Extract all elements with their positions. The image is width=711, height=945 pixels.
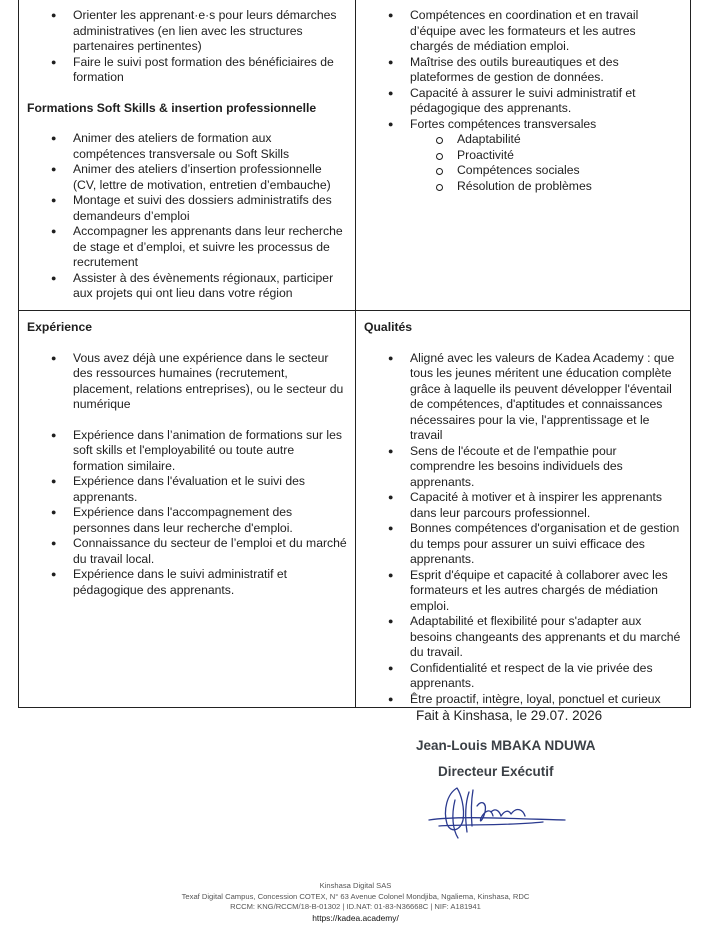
list-item: ● Expérience dans le suivi administratif et pédagogique des apprenants. xyxy=(73,567,347,598)
list-item: ● Être proactif, intègre, loyal, ponctuel et curieux xyxy=(410,692,682,708)
website-link[interactable]: https://kadea.academy/ xyxy=(312,912,399,923)
skills-bullet-list xyxy=(364,8,682,194)
list-item: ● Confidentialité et respect de la vie privée des apprenants. xyxy=(410,661,682,692)
list-item: ● Accompagner les apprenants dans leur recherche de stage et d’emploi, et suivre les processus de recrutement xyxy=(73,224,347,271)
list-item: ● Maîtrise des outils bureautiques et des plateformes de gestion de données. xyxy=(410,55,682,86)
list-item: ● Assister à des évènements régionaux, participer aux projets qui ont lieu dans votre région xyxy=(73,271,347,302)
signatory-name: Jean-Louis MBAKA NDUWA xyxy=(416,738,596,753)
sub-list-item: Résolution de problèmes xyxy=(457,179,682,195)
list-item-label: Fortes compétences transversales xyxy=(410,116,597,131)
list-item: ● Montage et suivi des dossiers administratifs des demandeurs d’emploi xyxy=(73,193,347,224)
list-item: ● Capacité à motiver et à inspirer les apprenants dans leur parcours professionnel. xyxy=(410,490,682,521)
list-item: ● Expérience dans l'accompagnement des personnes dans leur recherche d'emploi. xyxy=(73,505,347,536)
qualities-bullet-list xyxy=(364,351,682,708)
list-item: ● Animer des ateliers d’insertion professionnelle (CV, lettre de motivation, entretien d’embauche) xyxy=(73,162,347,193)
list-item: ● Orienter les apprenant·e·s pour leurs démarches administratives (en lien avec les structures partenaires pertinentes) xyxy=(73,8,347,55)
job-details-table xyxy=(18,0,691,708)
list-item: ● Expérience dans l’animation de formations sur les soft skills et l'employabilité ou toute autre formation similaire. xyxy=(73,428,347,475)
experience-bullet-list-a xyxy=(27,351,347,413)
list-item: ● Bonnes compétences d'organisation et de gestion du temps pour assurer un suivi efficace des apprenants. xyxy=(410,521,682,568)
experience-cell xyxy=(19,311,356,708)
list-item: ● Vous avez déjà une expérience dans le secteur des ressources humaines (recrutement, placement, relations entreprises), ou le secteur du numérique xyxy=(73,351,347,413)
admin-bullet-list xyxy=(27,8,347,86)
sub-list-item: Proactivité xyxy=(457,148,682,164)
list-item: ● Sens de l'écoute et de l'empathie pour comprendre les besoins individuels des apprenants. xyxy=(410,444,682,491)
list-item: ● Aligné avec les valeurs de Kadea Academy : que tous les jeunes méritent une éducation complète grâce à laquelle ils peuvent développer l'éventail de compétences, d'aptitudes et connaissances nécessaires pour la vie, l'apprentissage et le travail xyxy=(410,351,682,444)
list-item: ● Capacité à assurer le suivi administratif et pédagogique des apprenants. xyxy=(410,86,682,117)
soft-skills-bullet-list xyxy=(27,131,347,302)
list-item xyxy=(410,117,682,195)
signatory-role: Directeur Exécutif xyxy=(438,764,554,779)
company-address: Texaf Digital Campus, Concession COTEX, N° 63 Avenue Colonel Mondjiba, Ngaliema, Kinshasa, RDC xyxy=(181,891,530,901)
sub-list-item: Adaptabilité xyxy=(457,132,682,148)
list-item: ● Connaissance du secteur de l’emploi et du marché du travail local. xyxy=(73,536,347,567)
experience-title: Expérience xyxy=(27,320,93,334)
list-item: ● Expérience dans l'évaluation et le suivi des apprenants. xyxy=(73,474,347,505)
qualities-title: Qualités xyxy=(364,320,413,334)
list-item: ● Faire le suivi post formation des bénéficiaires de formation xyxy=(73,55,347,86)
list-item: ● Esprit d'équipe et capacité à collaborer avec les formateurs et les autres chargés de médiation emploi. xyxy=(410,568,682,615)
list-item: ● Adaptabilité et flexibilité pour s'adapter aux besoins changeants des apprenants et du marché du travail. xyxy=(410,614,682,661)
place-date-block xyxy=(416,707,602,725)
company-name: Kinshasa Digital SAS xyxy=(319,881,392,890)
sub-list-item: Compétences sociales xyxy=(457,163,682,179)
transversal-skills-sublist xyxy=(410,132,682,194)
skills-cell xyxy=(356,0,691,311)
page-footer xyxy=(0,881,711,923)
place-date: Fait à Kinshasa, le 29.07. 2026 xyxy=(416,708,603,723)
list-item: ● Compétences en coordination et en travail d’équipe avec les formateurs et les autres chargés de médiation emploi. xyxy=(410,8,682,55)
handwritten-signature-image xyxy=(425,780,575,844)
qualities-cell xyxy=(356,311,691,708)
company-registration: RCCM: KNG/RCCM/18-B-01302 | ID.NAT: 01-83-N36668C | NIF: A181941 xyxy=(230,902,481,911)
section-title-soft-skills: Formations Soft Skills & insertion professionnelle xyxy=(27,100,317,115)
missions-cell xyxy=(19,0,356,311)
experience-bullet-list-b xyxy=(27,428,347,599)
list-item: ● Animer des ateliers de formation aux compétences transversale ou Soft Skills xyxy=(73,131,347,162)
